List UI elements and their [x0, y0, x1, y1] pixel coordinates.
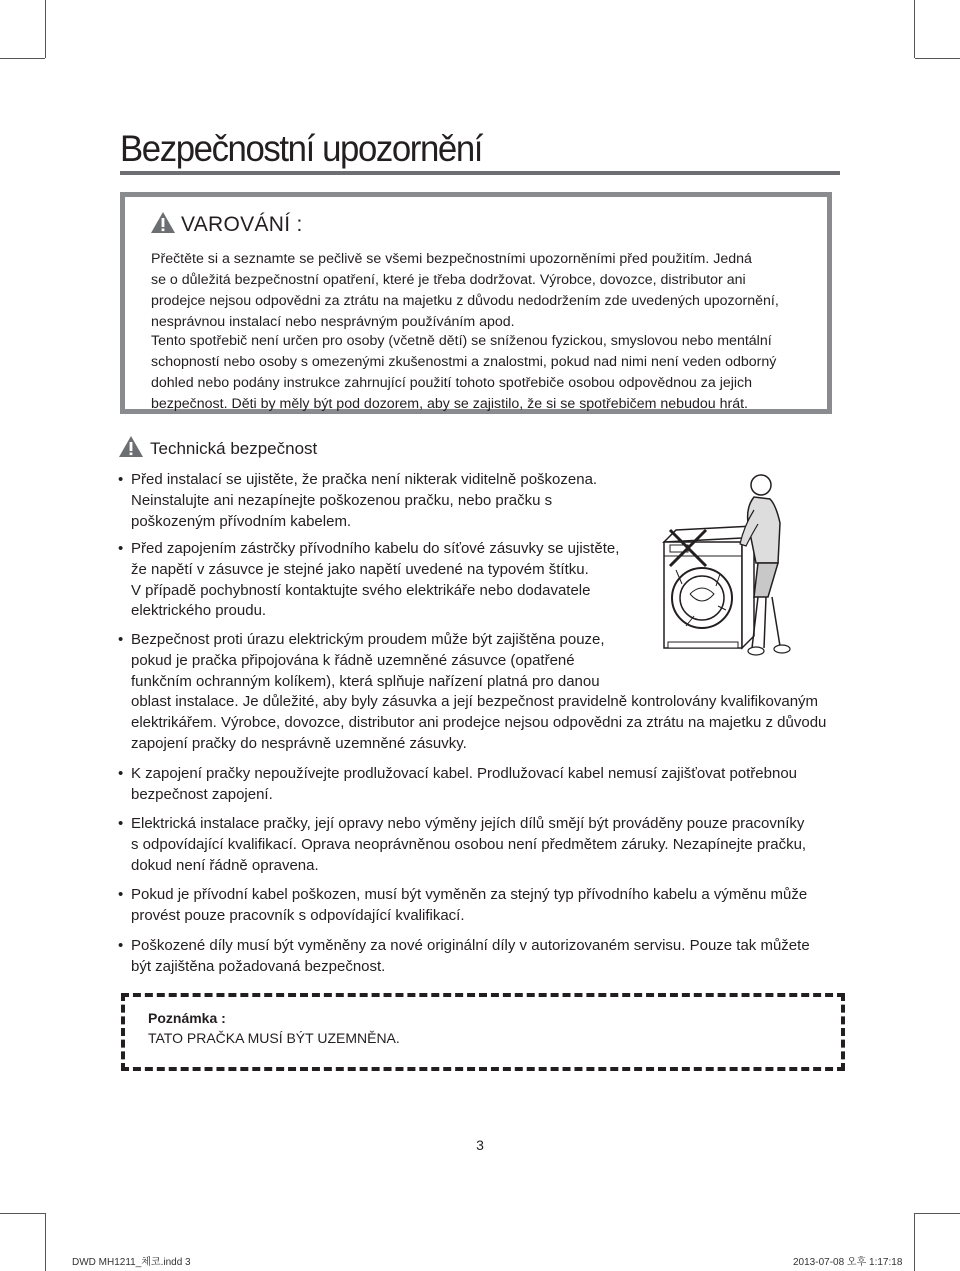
- crop-mark: [45, 0, 46, 58]
- crop-mark: [914, 1213, 915, 1271]
- list-item: • Poškozené díly musí být vyměněny za nové originální díly v autorizovaném servisu. Pouze tak můžete být zajištěna požadovaná bezpečnost.: [118, 936, 810, 978]
- page-title: Bezpečnostní upozornění: [120, 128, 483, 169]
- section-heading: [118, 435, 317, 463]
- footer-timestamp: 2013-07-08 오후 1:17:18: [793, 1257, 903, 1268]
- crop-mark: [915, 58, 960, 59]
- note-box: [121, 993, 845, 1071]
- warning-triangle-icon: [118, 435, 144, 463]
- note-title: Poznámka :: [148, 1010, 226, 1026]
- title-rule: [120, 171, 840, 175]
- warning-paragraph-2: Tento spotřebič není určen pro osoby (včetně dětí) se sníženou fyzickou, smyslovou nebo mentální schopností nebo osoby s omezenými zkušenostmi a znalostmi, pokud nad nimi není veden odborný dohled nebo podány instrukce zahrnující použití tohoto spotřebiče osobou odpovědnou za jejich bezpečnost. Děti by měly být pod dozorem, aby se zajistilo, že si se spotřebičem nebudou hrát.: [151, 333, 777, 412]
- crop-mark: [0, 58, 45, 59]
- damaged-washer-illustration: [656, 470, 846, 680]
- crop-mark: [0, 1213, 45, 1214]
- list-item: • Bezpečnost proti úrazu elektrickým proudem může být zajištěna pouze, pokud je pračka připojována k řádně uzemněné zásuvce (opatřené funkčním ochranným kolíkem), která splňuje nařízení platná pro danou oblast instalace. Je důležité, aby byly zásuvka a její bezpečnost pravidelně kontrolovány kvalifikovaným elektrikářem. Výrobce, dovozce, distributor ani prodejce nejsou odpovědni za ztrátu na majetku z důvodu zapojení pračky do nesprávně uzemněné zásuvky.: [118, 630, 851, 755]
- crop-mark: [915, 1213, 960, 1214]
- list-item: • K zapojení pračky nepoužívejte prodlužovací kabel. Prodlužovací kabel nemusí zajišťovat potřebnou bezpečnost zapojení.: [118, 764, 797, 806]
- list-item: • Před instalací se ujistěte, že pračka není nikterak viditelně poškozena. Neinstalujte ani nezapínejte poškozenou pračku, nebo pračku s poškozeným přívodním kabelem.: [118, 470, 597, 532]
- page-number: 3: [476, 1137, 484, 1153]
- warning-heading: [150, 211, 303, 239]
- list-item: • Před zapojením zástrčky přívodního kabelu do síťové zásuvky se ujistěte, že napětí v zásuvce je stejné jako napětí uvedené na typovém štítku. V případě pochybností kontaktujte svého elektrikáře nebo dodavatele elektrického proudu.: [118, 539, 619, 622]
- note-text: TATO PRAČKA MUSÍ BÝT UZEMNĚNA.: [148, 1030, 400, 1046]
- warning-triangle-icon: [150, 211, 176, 239]
- list-item: • Elektrická instalace pračky, její opravy nebo výměny jejích dílů smějí být prováděny pouze pracovníky s odpovídající kvalifikací. Oprava neoprávněnou osobou není předmětem záruky. Nezapínejte pračku, dokud není řádně opravena.: [118, 814, 806, 876]
- crop-mark: [45, 1213, 46, 1271]
- warning-box: [120, 192, 832, 414]
- section-label: Technická bezpečnost: [150, 439, 318, 458]
- warning-paragraph-1: Přečtěte si a seznamte se pečlivě se všemi bezpečnostními upozorněními před použitím. Jedná se o důležitá bezpečnostní opatření, které je třeba dodržovat. Výrobce, dovozce, distributor ani prodejce nejsou odpovědni za ztrátu na majetku z důvodu nedodržením zde uvedených upozornění, nesprávnou instalací nebo nesprávným používáním apod.: [151, 251, 779, 330]
- footer-file-name: DWD MH1211_체코.indd 3: [72, 1257, 191, 1268]
- warning-label: VAROVÁNÍ :: [181, 213, 303, 236]
- list-item: • Pokud je přívodní kabel poškozen, musí být vyměněn za stejný typ přívodního kabelu a výměnu může provést pouze pracovník s odpovídající kvalifikací.: [118, 885, 807, 927]
- crop-mark: [914, 0, 915, 58]
